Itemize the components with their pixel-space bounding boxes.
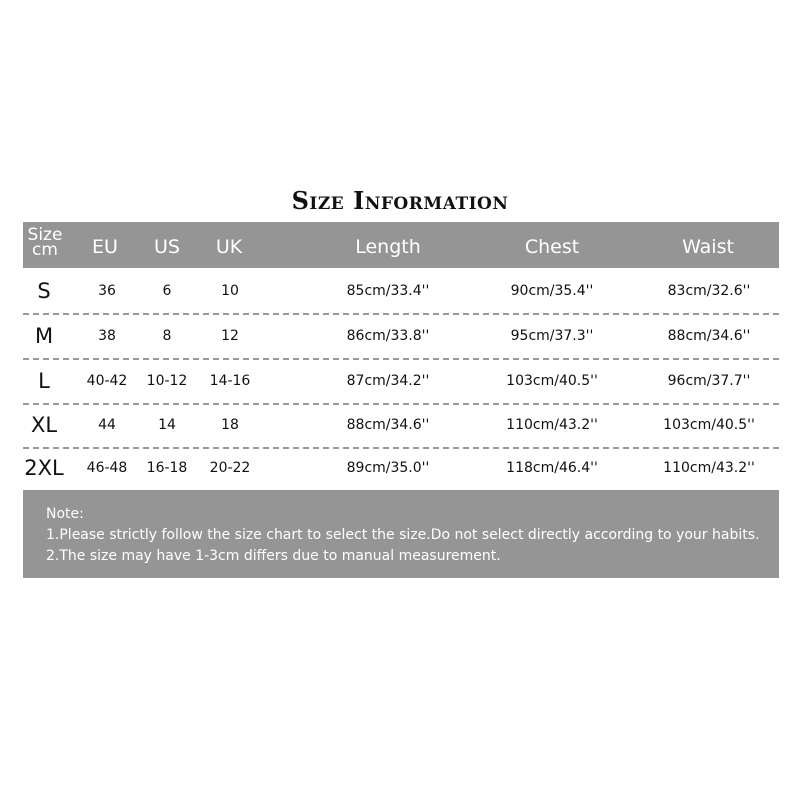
uk-cell: 10: [221, 283, 239, 299]
waist-header: Waist: [682, 236, 734, 258]
size-cell: XL: [30, 413, 58, 437]
us-header: US: [154, 236, 180, 258]
uk-header: UK: [215, 236, 243, 258]
table-row: [23, 270, 779, 315]
waist-cell: 96cm/37.7'': [667, 373, 751, 389]
chest-cell: 103cm/40.5'': [506, 373, 598, 389]
length-cell: 89cm/35.0'': [346, 460, 430, 476]
uk-cell: 20-22: [209, 460, 251, 476]
length-cell: 85cm/33.4'': [346, 283, 430, 299]
waist-cell: 88cm/34.6'': [667, 328, 751, 344]
length-cell: 88cm/34.6'': [346, 417, 430, 433]
us-cell: 16-18: [146, 460, 188, 476]
uk-cell: 12: [221, 328, 239, 344]
length-cell: 86cm/33.8'': [346, 328, 430, 344]
us-cell: 8: [162, 328, 172, 344]
chest-cell: 95cm/37.3'': [510, 328, 594, 344]
table-row: [23, 447, 779, 490]
uk-cell: 18: [221, 417, 239, 433]
table-header: [23, 222, 779, 268]
table-row: [23, 404, 779, 449]
length-header: Length: [355, 236, 421, 258]
size-cell: 2XL: [24, 456, 64, 480]
cm-header-label: cm: [32, 240, 58, 260]
eu-cell: 36: [98, 283, 116, 299]
waist-cell: 83cm/32.6'': [667, 283, 751, 299]
length-cell: 87cm/34.2'': [346, 373, 430, 389]
eu-header: EU: [92, 236, 118, 258]
note-box: [23, 490, 779, 578]
size-cm-header: [23, 225, 67, 260]
chest-cell: 90cm/35.4'': [510, 283, 594, 299]
size-cell: M: [34, 324, 54, 348]
chest-cell: 118cm/46.4'': [506, 460, 598, 476]
size-cell: S: [37, 279, 51, 303]
waist-cell: 110cm/43.2'': [663, 460, 755, 476]
table-row: [23, 315, 779, 360]
us-cell: 10-12: [146, 373, 188, 389]
waist-cell: 103cm/40.5'': [663, 417, 755, 433]
uk-cell: 14-16: [209, 373, 251, 389]
note-line-2: 2.The size may have 1-3cm differs due to manual measurement.: [46, 548, 501, 564]
eu-cell: 46-48: [86, 460, 128, 476]
size-cell: L: [38, 369, 50, 393]
chest-cell: 110cm/43.2'': [506, 417, 598, 433]
eu-cell: 40-42: [86, 373, 128, 389]
note-line-1: 1.Please strictly follow the size chart to select the size.Do not select directly according to your habits.: [46, 527, 760, 543]
note-heading: Note:: [46, 506, 84, 522]
us-cell: 6: [162, 283, 172, 299]
page-title: Size Information: [291, 186, 509, 215]
chest-header: Chest: [524, 236, 580, 258]
us-cell: 14: [158, 417, 176, 433]
eu-cell: 38: [98, 328, 116, 344]
size-header-label: Size: [27, 225, 63, 245]
table-row: [23, 360, 779, 405]
eu-cell: 44: [98, 417, 116, 433]
